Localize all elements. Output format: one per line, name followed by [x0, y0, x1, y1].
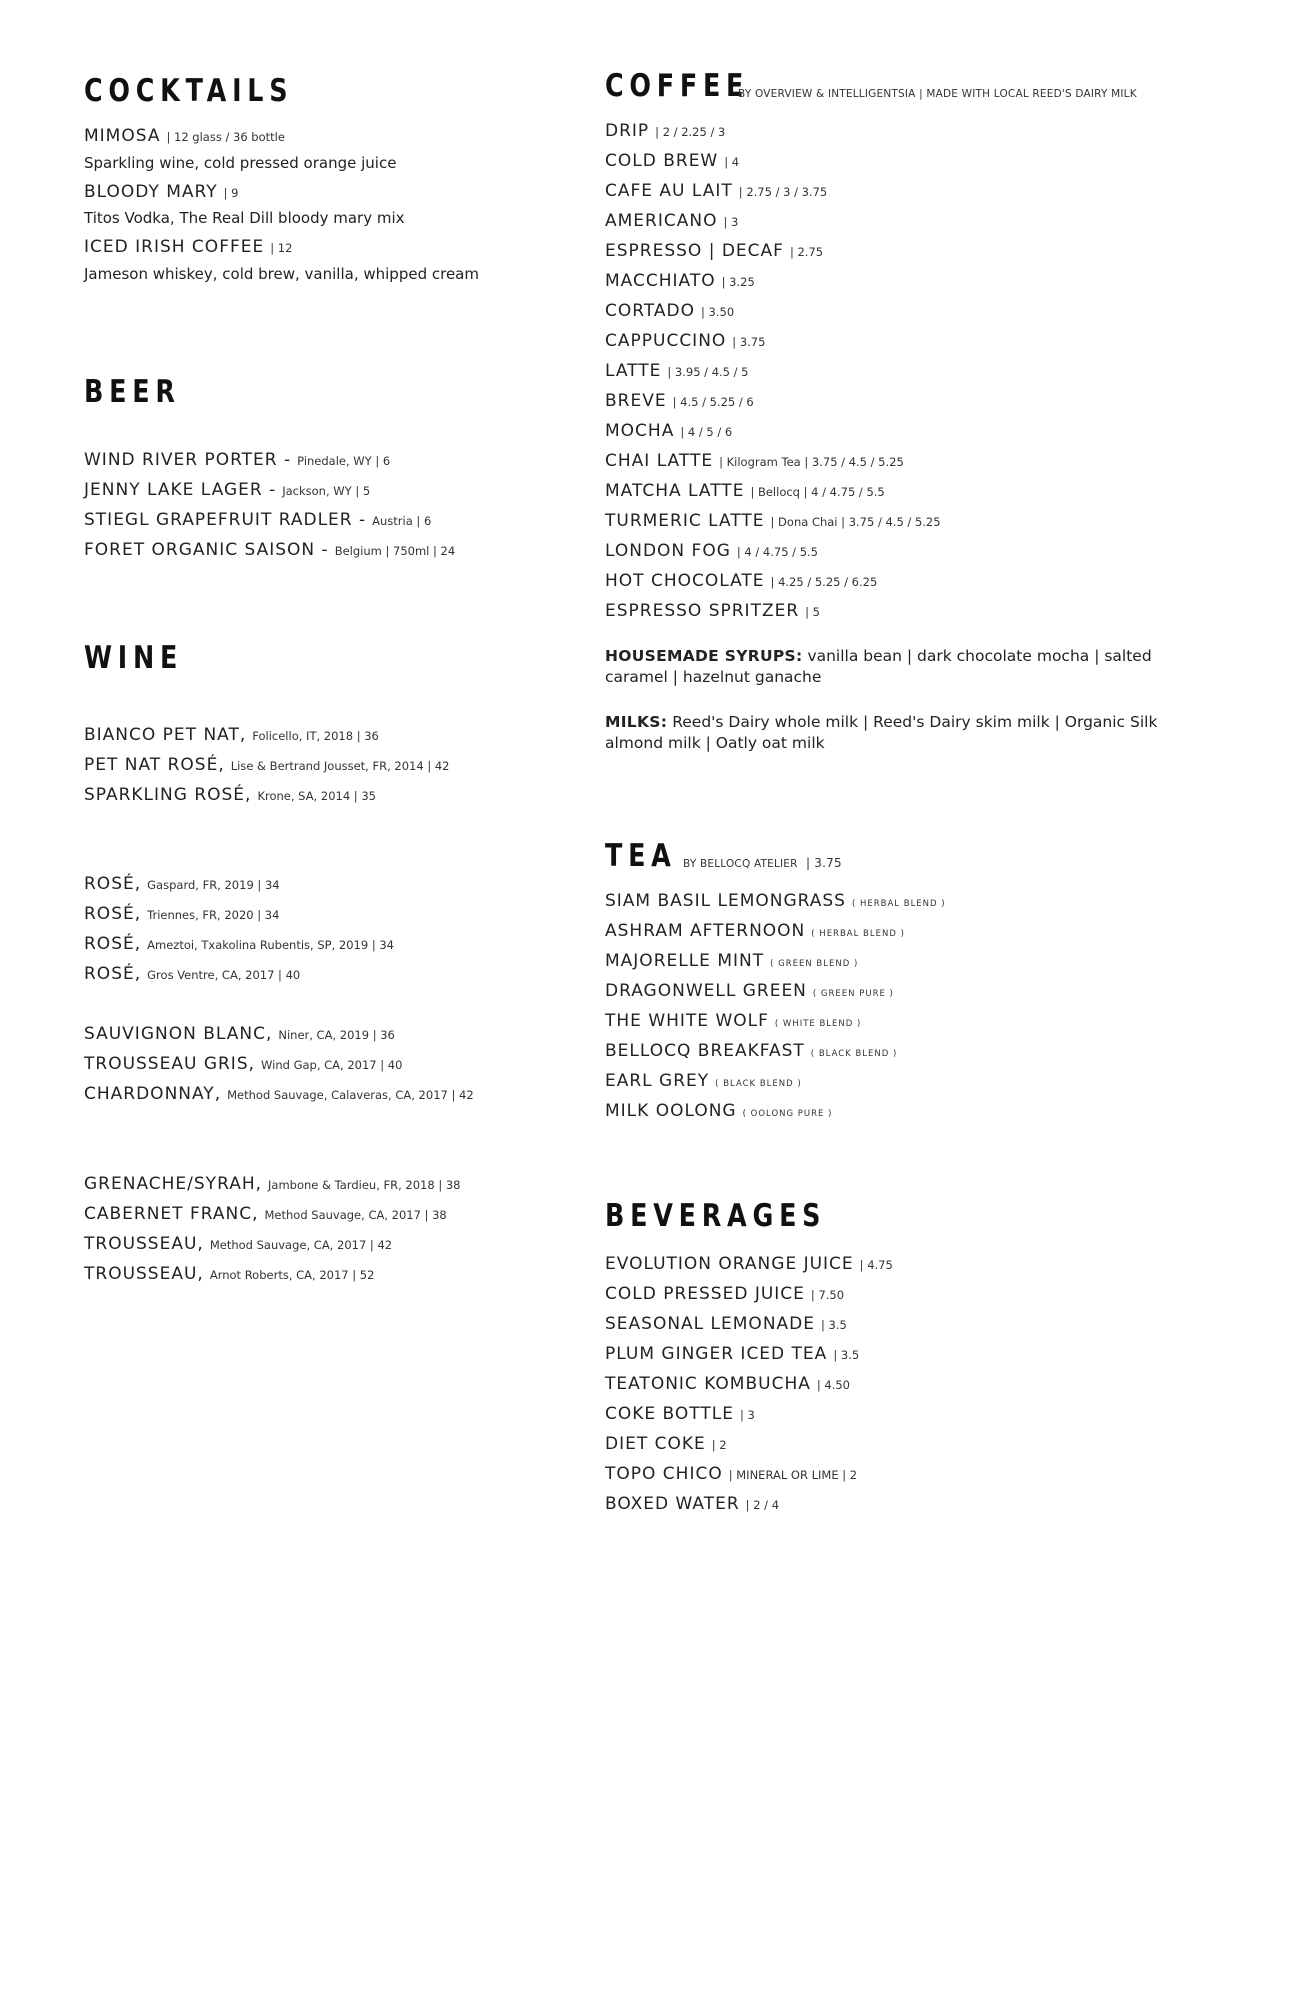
menu-item: [605, 183, 827, 200]
item-name: BELLOCQ BREAKFAST: [605, 1041, 805, 1061]
item-name: DIET COKE: [605, 1434, 706, 1454]
item-detail: Triennes, FR, 2020 | 34: [147, 908, 280, 922]
tea-heading: TEA: [605, 838, 677, 874]
item-detail: | 4 / 5 / 6: [680, 425, 733, 439]
item-name: CABERNET FRANC,: [84, 1204, 259, 1224]
menu-item: [605, 453, 904, 470]
item-detail: | 4.75: [859, 1258, 893, 1272]
item-name: MAJORELLE MINT: [605, 951, 765, 971]
item-name: SEASONAL LEMONADE: [605, 1314, 815, 1334]
menu-item: [605, 1013, 861, 1030]
menu-item: [605, 603, 820, 620]
item-detail: | 4 / 4.75 / 5.5: [736, 545, 819, 559]
item-detail: Ameztoi, Txakolina Rubentis, SP, 2019 | 34: [147, 938, 394, 952]
item-name: ROSÉ,: [84, 934, 142, 954]
item-detail: Jambone & Tardieu, FR, 2018 | 38: [268, 1178, 461, 1192]
item-name: DRAGONWELL GREEN: [605, 981, 807, 1001]
item-detail: | 3: [723, 215, 739, 229]
menu-item: [84, 966, 300, 983]
menu-item: [84, 1056, 402, 1073]
menu-item: [605, 1406, 755, 1423]
item-name: FORET ORGANIC SAISON -: [84, 540, 329, 560]
cocktails-heading: COCKTAILS: [84, 73, 294, 109]
menu-item: [605, 243, 823, 260]
item-detail: ( HERBAL BLEND ): [851, 899, 946, 909]
menu-item: [605, 1043, 897, 1060]
item-detail: | 4.50: [816, 1378, 850, 1392]
coffee-heading: COFFEE: [605, 68, 750, 104]
menu-item: [84, 452, 390, 469]
menu-item: [605, 273, 755, 290]
item-detail: | 9: [223, 186, 239, 200]
item-name: CAFE AU LAIT: [605, 181, 733, 201]
item-detail: | 4.5 / 5.25 / 6: [672, 395, 754, 409]
menu-item: [84, 1026, 395, 1043]
item-name: CHAI LATTE: [605, 451, 714, 471]
menu-item: [605, 1376, 850, 1393]
item-name: ROSÉ,: [84, 904, 142, 924]
menu-item: [84, 1236, 392, 1253]
menu-item: [84, 239, 292, 256]
wine-heading: WINE: [84, 640, 184, 676]
menu-item: [84, 936, 394, 953]
item-detail: | Dona Chai | 3.75 / 4.5 / 5.25: [770, 515, 941, 529]
item-detail: Lise & Bertrand Jousset, FR, 2014 | 42: [230, 759, 450, 773]
item-detail: | 12: [270, 241, 293, 255]
item-detail: | 3.5: [833, 1348, 860, 1362]
item-detail: | 4: [724, 155, 740, 169]
item-detail: | 3.75: [732, 335, 766, 349]
item-name: BLOODY MARY: [84, 182, 218, 202]
menu-item: [605, 1496, 779, 1513]
item-detail: | 2: [711, 1438, 727, 1452]
item-name: EVOLUTION ORANGE JUICE: [605, 1254, 854, 1274]
item-detail: Pinedale, WY | 6: [297, 454, 391, 468]
item-name: MILK OOLONG: [605, 1101, 737, 1121]
menu-item: [605, 153, 739, 170]
menu-item: [84, 727, 379, 744]
menu-item: [605, 1316, 847, 1333]
menu-item: [84, 512, 431, 529]
item-name: SAUVIGNON BLANC,: [84, 1024, 273, 1044]
item-detail: ( HERBAL BLEND ): [811, 929, 905, 939]
item-name: GRENACHE/SYRAH,: [84, 1174, 263, 1194]
item-name: ESPRESSO SPRITZER: [605, 601, 800, 621]
item-detail: Method Sauvage, CA, 2017 | 38: [264, 1208, 447, 1222]
item-detail: Method Sauvage, CA, 2017 | 42: [209, 1238, 393, 1252]
menu-item: [605, 953, 858, 970]
item-name: STIEGL GRAPEFRUIT RADLER -: [84, 510, 367, 530]
item-name: MIMOSA: [84, 126, 161, 146]
beer-heading: BEER: [84, 374, 181, 410]
menu-item: [605, 513, 941, 530]
menu-item: [84, 542, 455, 559]
item-name: TROUSSEAU,: [84, 1234, 204, 1254]
item-detail: Krone, SA, 2014 | 35: [257, 789, 376, 803]
menu-item: [605, 893, 946, 910]
item-detail: ( GREEN PURE ): [812, 989, 894, 999]
item-name: BREVE: [605, 391, 667, 411]
menu-item: [605, 543, 818, 560]
menu-item: [84, 1206, 447, 1223]
item-detail: Belgium | 750ml | 24: [334, 544, 456, 558]
housemade-syrups: [605, 646, 1205, 688]
item-detail: | 3.5: [821, 1318, 847, 1332]
item-name: TROUSSEAU GRIS,: [84, 1054, 256, 1074]
menu-item: [605, 213, 738, 230]
item-name: CHARDONNAY,: [84, 1084, 222, 1104]
item-name: TOPO CHICO: [605, 1464, 723, 1484]
item-name: PLUM GINGER ICED TEA: [605, 1344, 828, 1364]
menu-item: [84, 184, 239, 201]
item-name: TURMERIC LATTE: [605, 511, 765, 531]
menu-item: [605, 123, 725, 140]
item-name: ROSÉ,: [84, 874, 142, 894]
item-detail: | 5: [805, 605, 821, 619]
item-name: ICED IRISH COFFEE: [84, 237, 265, 257]
item-detail: Method Sauvage, Calaveras, CA, 2017 | 42: [227, 1088, 474, 1102]
menu-item: [84, 482, 370, 499]
menu-item: [605, 483, 885, 500]
menu-item: [84, 1176, 461, 1193]
coffee-subtitle: BY OVERVIEW & INTELLIGENTSIA | MADE WITH LOCAL REED'S DAIRY MILK: [738, 88, 1137, 100]
item-name: MACCHIATO: [605, 271, 716, 291]
item-detail: | 3: [739, 1408, 755, 1422]
item-name: COLD PRESSED JUICE: [605, 1284, 805, 1304]
item-detail: | 2 / 2.25 / 3: [655, 125, 726, 139]
menu-item: [605, 423, 732, 440]
menu-item: [84, 787, 376, 804]
menu-item: [84, 1266, 374, 1283]
menu-item: [605, 1256, 893, 1273]
menu-item: [84, 906, 279, 923]
tea-price: | 3.75: [806, 856, 842, 870]
menu-item: [605, 303, 734, 320]
item-detail: Gaspard, FR, 2019 | 34: [147, 878, 280, 892]
item-description: Jameson whiskey, cold brew, vanilla, whipped cream: [84, 265, 479, 283]
menu-item: [84, 757, 450, 774]
item-detail: ( WHITE BLEND ): [774, 1019, 862, 1029]
item-detail: ( GREEN BLEND ): [770, 959, 859, 969]
item-name: LONDON FOG: [605, 541, 731, 561]
beverages-heading: BEVERAGES: [605, 1198, 827, 1234]
item-detail: Austria | 6: [372, 514, 432, 528]
menu-item: [605, 573, 877, 590]
item-detail: | 2.75 / 3 / 3.75: [738, 185, 828, 199]
item-detail: | Bellocq | 4 / 4.75 / 5.5: [750, 485, 885, 499]
item-name: SIAM BASIL LEMONGRASS: [605, 891, 846, 911]
menu-item: [605, 983, 894, 1000]
milks-label: MILKS:: [605, 713, 668, 731]
item-detail: Arnot Roberts, CA, 2017 | 52: [209, 1268, 375, 1282]
menu-item: [605, 333, 765, 350]
item-detail: | 2 / 4: [745, 1498, 780, 1512]
menu-item: [605, 1466, 857, 1483]
item-name: CORTADO: [605, 301, 695, 321]
item-detail: | 12 glass / 36 bottle: [166, 130, 285, 144]
item-name: AMERICANO: [605, 211, 718, 231]
menu-item: [605, 1073, 802, 1090]
item-detail: | 2.75: [789, 245, 824, 259]
menu-item: [84, 1086, 474, 1103]
item-detail: | MINERAL OR LIME | 2: [728, 1468, 858, 1482]
item-name: MOCHA: [605, 421, 675, 441]
item-detail: | 3.50: [701, 305, 735, 319]
item-detail: ( BLACK BLEND ): [715, 1079, 802, 1089]
item-name: MATCHA LATTE: [605, 481, 745, 501]
menu-item: [605, 923, 905, 940]
menu-item: [605, 393, 754, 410]
item-detail: | 3.25: [721, 275, 755, 289]
milks: [605, 712, 1205, 754]
item-name: ASHRAM AFTERNOON: [605, 921, 806, 941]
item-detail: Gros Ventre, CA, 2017 | 40: [147, 968, 301, 982]
item-detail: | 4.25 / 5.25 / 6.25: [770, 575, 878, 589]
item-name: THE WHITE WOLF: [605, 1011, 769, 1031]
item-name: DRIP: [605, 121, 650, 141]
menu-item: [605, 1286, 844, 1303]
syrups-text: vanilla bean | dark chocolate mocha | salted caramel | hazelnut ganache: [605, 647, 1152, 686]
item-detail: ( OOLONG PURE ): [742, 1109, 833, 1119]
tea-subtitle: BY BELLOCQ ATELIER: [683, 858, 798, 870]
item-detail: | Kilogram Tea | 3.75 / 4.5 / 5.25: [719, 455, 904, 469]
item-name: COKE BOTTLE: [605, 1404, 734, 1424]
item-name: PET NAT ROSÉ,: [84, 755, 225, 775]
menu-item: [84, 876, 280, 893]
menu-item: [605, 363, 749, 380]
item-name: EARL GREY: [605, 1071, 710, 1091]
milks-text: Reed's Dairy whole milk | Reed's Dairy skim milk | Organic Silk almond milk | Oatly oat milk: [605, 713, 1158, 752]
item-detail: Folicello, IT, 2018 | 36: [252, 729, 379, 743]
menu-item: [605, 1103, 832, 1120]
item-name: ROSÉ,: [84, 964, 142, 984]
item-detail: Wind Gap, CA, 2017 | 40: [261, 1058, 403, 1072]
item-description: Sparkling wine, cold pressed orange juice: [84, 154, 397, 172]
item-name: JENNY LAKE LAGER -: [84, 480, 277, 500]
item-name: LATTE: [605, 361, 662, 381]
syrups-label: HOUSEMADE SYRUPS:: [605, 647, 803, 665]
item-name: SPARKLING ROSÉ,: [84, 785, 252, 805]
item-name: BIANCO PET NAT,: [84, 725, 247, 745]
item-name: BOXED WATER: [605, 1494, 740, 1514]
item-detail: Niner, CA, 2019 | 36: [278, 1028, 395, 1042]
item-name: ESPRESSO | DECAF: [605, 241, 784, 261]
item-description: Titos Vodka, The Real Dill bloody mary mix: [84, 209, 405, 227]
item-detail: Jackson, WY | 5: [282, 484, 371, 498]
item-name: HOT CHOCOLATE: [605, 571, 765, 591]
menu-item: [605, 1346, 859, 1363]
menu-item: [84, 128, 285, 145]
item-name: TROUSSEAU,: [84, 1264, 204, 1284]
item-name: TEATONIC KOMBUCHA: [605, 1374, 811, 1394]
item-name: WIND RIVER PORTER -: [84, 450, 292, 470]
item-detail: ( BLACK BLEND ): [810, 1049, 898, 1059]
item-detail: | 7.50: [810, 1288, 845, 1302]
item-detail: | 3.95 / 4.5 / 5: [667, 365, 749, 379]
menu-item: [605, 1436, 727, 1453]
item-name: CAPPUCCINO: [605, 331, 727, 351]
item-name: COLD BREW: [605, 151, 719, 171]
